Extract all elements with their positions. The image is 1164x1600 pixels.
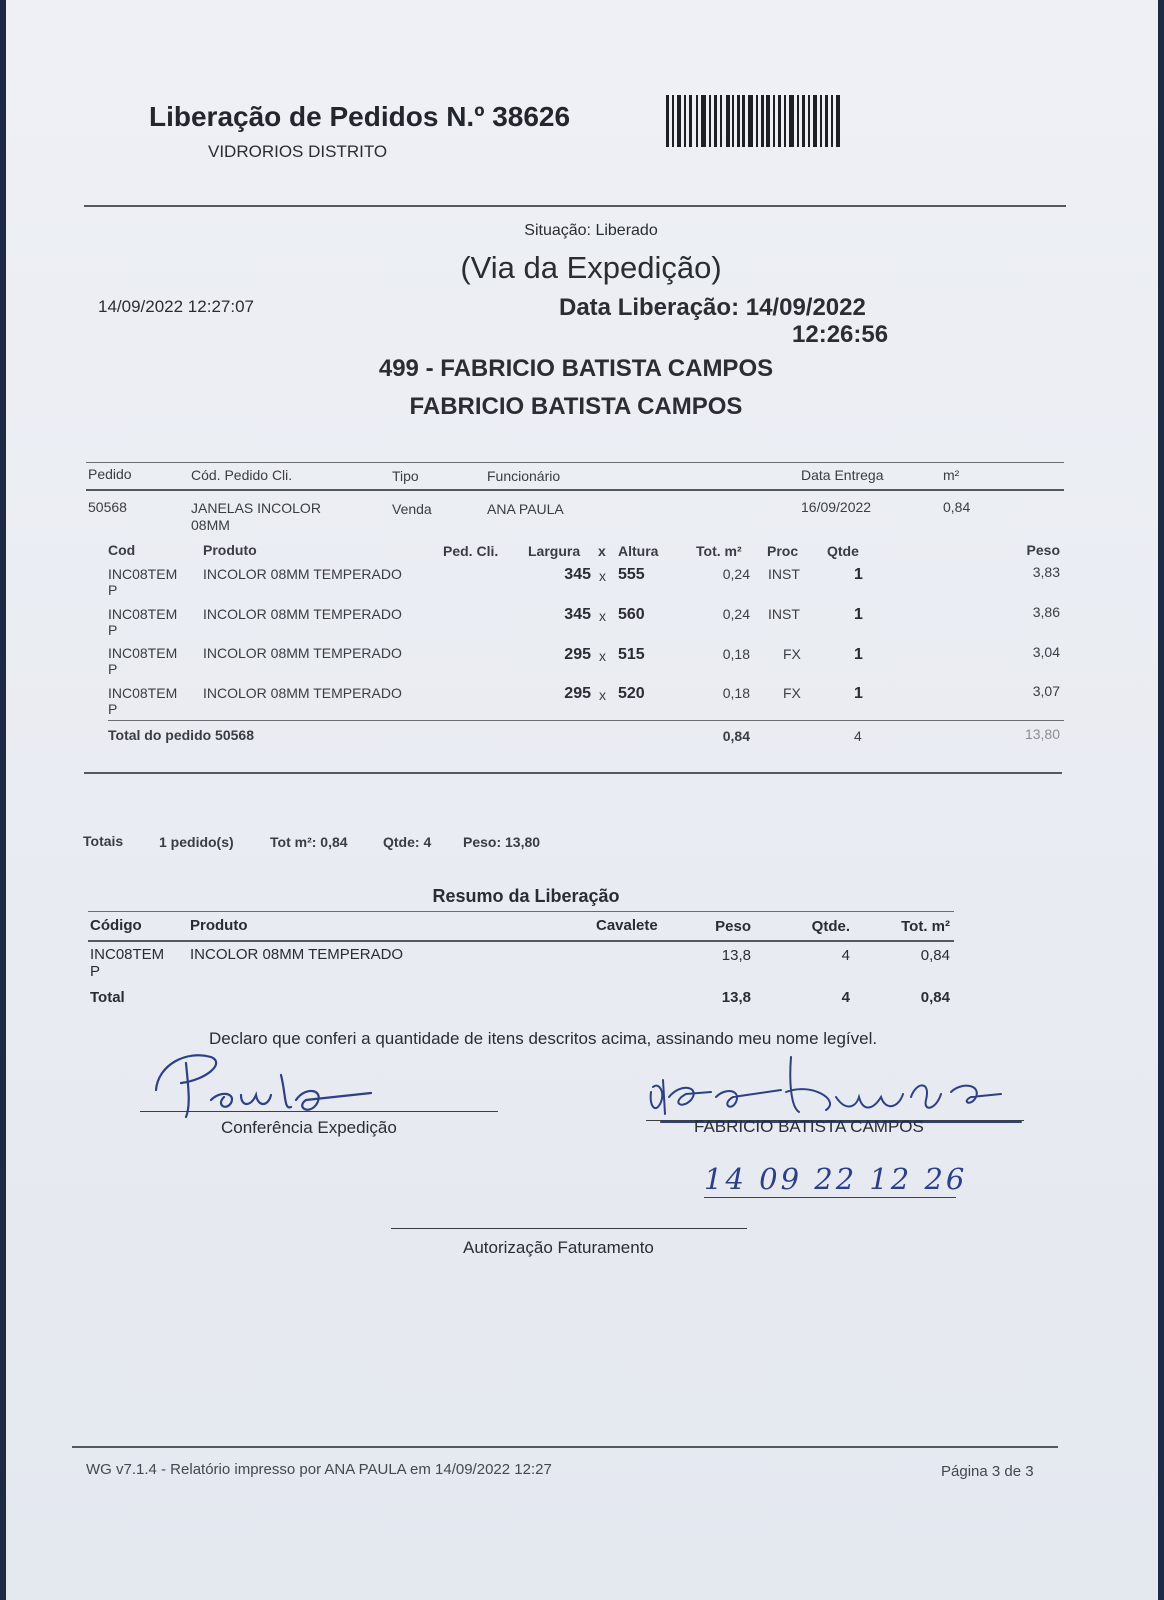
data-liberacao: Data Liberação: 14/09/2022 <box>559 294 866 321</box>
totals-pedidos: 1 pedido(s) <box>159 834 234 850</box>
col-tipo-header: Tipo <box>392 468 419 484</box>
item-col-cod-header: Cod <box>108 542 136 558</box>
signature-paulo-text: Paulo <box>146 1045 149 1046</box>
barcode-icon <box>666 95 842 147</box>
item-qtde: 1 <box>854 606 863 623</box>
item-col-tot-m2-header: Tot. m² <box>696 543 742 559</box>
client-name: FABRICIO BATISTA CAMPOS <box>409 393 743 420</box>
totals-peso: Peso: 13,80 <box>463 834 541 850</box>
client-signature-label: FABRICIO BATISTA CAMPOS <box>694 1117 924 1136</box>
item-x: x <box>599 608 606 624</box>
item-produto: INCOLOR 08MM TEMPERADO <box>203 566 402 582</box>
item-tot-m2: 0,18 <box>722 685 750 701</box>
item-produto: INCOLOR 08MM TEMPERADO <box>203 645 402 661</box>
item-peso: 3,83 <box>1032 564 1060 580</box>
item-largura: 345 <box>564 566 591 583</box>
totals-tot-m2: Tot m²: 0,84 <box>270 834 348 850</box>
item-cod: INC08TEM <box>108 566 178 582</box>
item-largura: 295 <box>564 685 591 702</box>
item-col-largura-header: Largura <box>528 543 581 559</box>
item-x: x <box>599 648 606 664</box>
summary-col-codigo-header: Código <box>90 917 142 934</box>
summary-total-label: Total <box>90 989 125 1006</box>
item-cod-cont: P <box>108 661 118 677</box>
col-m2-header: m² <box>943 467 960 483</box>
order-section-divider <box>84 772 1062 774</box>
item-cod: INC08TEM <box>108 645 178 661</box>
summary-col-qtde-header: Qtde. <box>811 918 850 935</box>
item-tot-m2: 0,24 <box>722 566 750 582</box>
summary-total-tot-m2: 0,84 <box>920 989 950 1006</box>
item-cod: INC08TEM <box>108 606 178 622</box>
summary-peso: 13,8 <box>721 947 751 964</box>
item-largura: 345 <box>564 606 591 623</box>
totals-label: Totais <box>83 833 124 849</box>
document-title: Liberação de Pedidos N.º 38626 <box>149 101 571 132</box>
summary-codigo-cont: P <box>90 963 101 980</box>
item-tot-m2: 0,18 <box>722 646 750 662</box>
item-proc: FX <box>783 646 801 662</box>
item-peso: 3,07 <box>1032 683 1060 699</box>
item-altura: 515 <box>618 646 645 663</box>
item-proc: INST <box>768 566 800 582</box>
order-cod-pedido-cli-line2: 08MM <box>191 517 230 533</box>
autorizacao-label: Autorização Faturamento <box>463 1238 654 1257</box>
header-divider <box>84 205 1066 207</box>
order-table-top-rule <box>86 462 1064 463</box>
item-peso: 3,04 <box>1032 644 1060 660</box>
summary-total-qtde: 4 <box>841 989 850 1006</box>
order-total-qtde: 4 <box>854 728 862 744</box>
footer-printed-by: WG v7.1.4 - Relatório impresso por ANA PAULA em 14/09/2022 12:27 <box>86 1461 552 1478</box>
order-m2: 0,84 <box>943 499 971 515</box>
situacao-label: Situação: Liberado <box>524 222 658 239</box>
via-expedicao: (Via da Expedição) <box>460 250 722 285</box>
order-table-header-rule <box>86 489 1064 491</box>
order-pedido: 50568 <box>88 499 127 515</box>
item-x: x <box>599 687 606 703</box>
item-col-proc-header: Proc <box>767 543 799 559</box>
item-produto: INCOLOR 08MM TEMPERADO <box>203 685 402 701</box>
order-cod-pedido-cli-line1: JANELAS INCOLOR <box>191 500 321 516</box>
item-peso: 3,86 <box>1032 604 1060 620</box>
item-cod-cont: P <box>108 701 118 717</box>
summary-col-peso-header: Peso <box>715 918 751 935</box>
summary-total-peso: 13,8 <box>721 989 751 1006</box>
signature-paulo-icon <box>146 1045 406 1125</box>
item-proc: INST <box>768 606 800 622</box>
summary-col-cavalete-header: Cavalete <box>596 917 658 934</box>
summary-col-tot-m2-header: Tot. m² <box>901 918 950 935</box>
order-data-entrega: 16/09/2022 <box>801 499 872 515</box>
client-code-name: 499 - FABRICIO BATISTA CAMPOS <box>378 355 774 382</box>
summary-header-rule <box>88 940 954 942</box>
handwritten-date-underline <box>704 1197 956 1198</box>
item-produto: INCOLOR 08MM TEMPERADO <box>203 606 402 622</box>
item-col-peso-header: Peso <box>1026 542 1060 558</box>
col-funcionario-header: Funcionário <box>487 468 561 484</box>
hora-liberacao: 12:26:56 <box>792 321 889 348</box>
items-total-rule <box>108 720 1064 721</box>
company-name: VIDRORIOS DISTRITO <box>208 142 388 161</box>
item-proc: FX <box>783 685 801 701</box>
handwritten-date: 14 09 22 12 26 <box>704 1162 968 1196</box>
item-col-altura-header: Altura <box>618 543 659 559</box>
item-col-x-header: x <box>598 543 606 559</box>
item-cod-cont: P <box>108 622 118 638</box>
order-total-peso: 13,80 <box>1024 726 1060 742</box>
summary-qtde: 4 <box>841 947 850 964</box>
item-x: x <box>599 568 606 584</box>
document-page <box>6 0 1158 1600</box>
footer-page-number: Página 3 de 3 <box>941 1463 1034 1480</box>
item-altura: 560 <box>618 606 645 623</box>
summary-col-produto-header: Produto <box>190 917 248 934</box>
summary-codigo: INC08TEM <box>90 946 165 963</box>
item-qtde: 1 <box>854 685 863 702</box>
item-tot-m2: 0,24 <box>722 606 750 622</box>
item-qtde: 1 <box>854 646 863 663</box>
order-total-m2: 0,84 <box>722 728 750 744</box>
summary-top-rule <box>88 911 954 912</box>
col-pedido-header: Pedido <box>88 466 132 482</box>
item-altura: 520 <box>618 685 645 702</box>
autorizacao-signature-line <box>391 1228 747 1229</box>
item-cod: INC08TEM <box>108 685 178 701</box>
order-total-label: Total do pedido 50568 <box>108 727 254 743</box>
summary-title: Resumo da Liberação <box>432 886 620 906</box>
item-cod-cont: P <box>108 582 118 598</box>
declaration-text: Declaro que conferi a quantidade de itens descritos acima, assinando meu nome legível. <box>209 1029 878 1048</box>
order-tipo: Venda <box>392 501 432 517</box>
order-funcionario: ANA PAULA <box>487 501 564 517</box>
col-data-entrega-header: Data Entrega <box>801 467 884 483</box>
col-cod-pedido-cli-header: Cód. Pedido Cli. <box>191 467 293 483</box>
item-col-qtde-header: Qtde <box>827 543 859 559</box>
summary-produto: INCOLOR 08MM TEMPERADO <box>190 946 404 963</box>
conferencia-signature-line <box>140 1111 498 1112</box>
item-col-produto-header: Produto <box>203 542 257 558</box>
conferencia-label: Conferência Expedição <box>221 1118 397 1137</box>
item-col-ped-cli-header: Ped. Cli. <box>443 543 499 559</box>
print-timestamp: 14/09/2022 12:27:07 <box>98 297 254 316</box>
item-qtde: 1 <box>854 566 863 583</box>
item-largura: 295 <box>564 646 591 663</box>
item-altura: 555 <box>618 566 645 583</box>
totals-qtde: Qtde: 4 <box>383 834 432 850</box>
footer-divider <box>72 1446 1058 1448</box>
summary-tot-m2: 0,84 <box>920 947 950 964</box>
